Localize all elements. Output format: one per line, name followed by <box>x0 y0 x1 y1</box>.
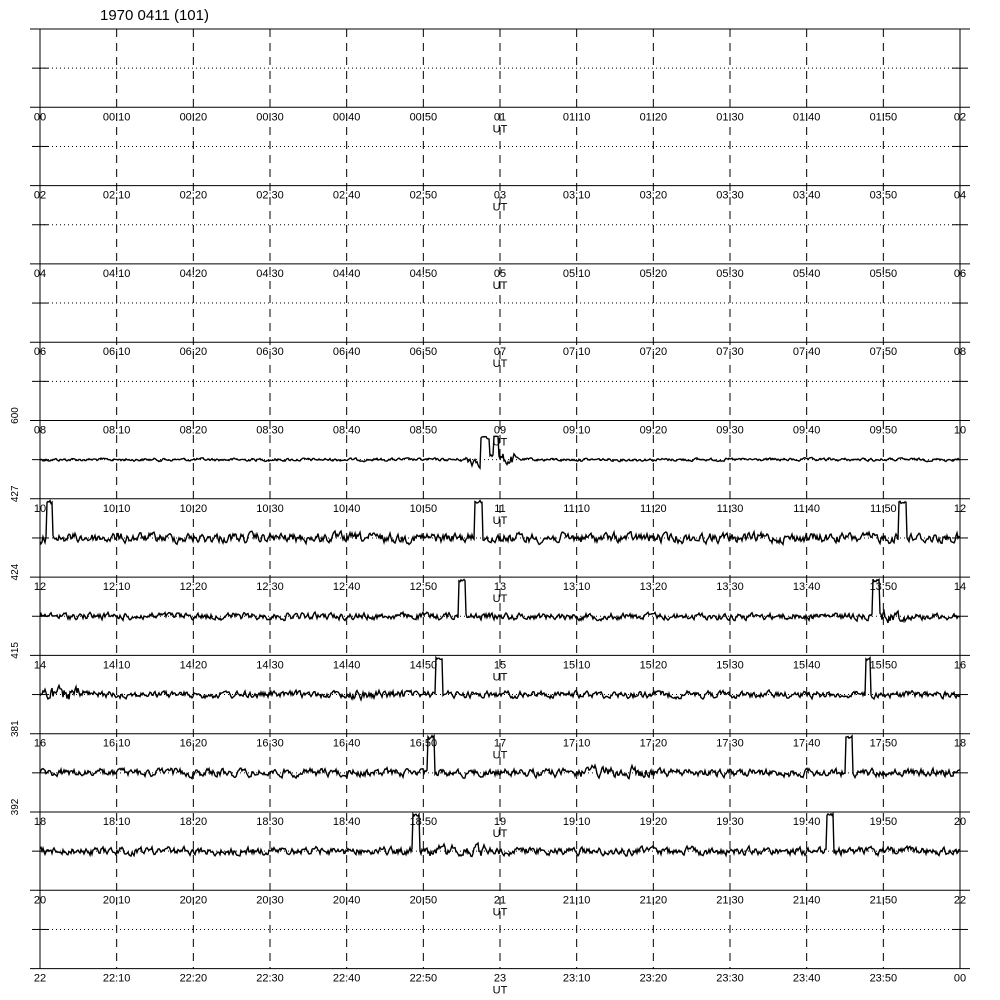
time-label-start: 12 <box>33 581 47 594</box>
time-label-minute: 19:10 <box>562 816 591 828</box>
time-label-minute: 22:40 <box>332 972 361 985</box>
time-label-minute: 19:20 <box>639 816 668 828</box>
time-label-minute: 08:30 <box>256 424 284 437</box>
time-label-start: 06 <box>33 346 47 359</box>
time-label-minute: 09:30 <box>716 424 744 437</box>
time-label-minute: 15:20 <box>639 659 668 672</box>
time-label-minute: 00:10 <box>102 111 131 124</box>
time-label-hour: 15 <box>493 659 507 672</box>
time-label-minute: 13:50 <box>869 581 898 594</box>
time-label-minute: 01:30 <box>716 111 744 124</box>
ut-label: UT <box>492 201 508 214</box>
time-label-start: 20 <box>33 894 47 907</box>
time-label-hour: 19 <box>493 816 507 828</box>
scale-label: 415 <box>10 642 21 659</box>
time-label-minute: 21:30 <box>716 894 744 907</box>
time-label-minute: 15:30 <box>716 659 744 672</box>
time-label-start: 18 <box>33 816 47 828</box>
time-label-end: 02 <box>953 111 967 124</box>
time-label-minute: 21:20 <box>639 894 668 907</box>
time-label-minute: 05:50 <box>869 267 898 280</box>
time-label-minute: 19:30 <box>716 816 744 828</box>
chart-title: 1970 0411 (101) <box>100 7 209 24</box>
time-label-hour: 07 <box>493 346 507 359</box>
time-label-minute: 14:40 <box>332 659 361 672</box>
time-label-minute: 15:10 <box>562 659 591 672</box>
time-label-minute: 04:30 <box>256 267 284 280</box>
time-label-minute: 05:40 <box>792 267 821 280</box>
time-label-minute: 16:50 <box>409 737 438 750</box>
time-label-minute: 04:10 <box>102 267 131 280</box>
time-label-end: 06 <box>953 267 967 280</box>
time-label-minute: 01:10 <box>562 111 591 124</box>
time-label-minute: 03:50 <box>869 189 898 202</box>
time-label-minute: 02:50 <box>409 189 438 202</box>
time-label-minute: 12:50 <box>409 581 438 594</box>
time-label-minute: 18:50 <box>409 816 438 828</box>
time-label-end: 10 <box>953 424 967 437</box>
time-label-minute: 02:30 <box>256 189 284 202</box>
time-label-minute: 23:50 <box>869 972 898 985</box>
time-label-minute: 20:10 <box>102 894 131 907</box>
time-label-minute: 12:40 <box>332 581 361 594</box>
time-label-minute: 03:10 <box>562 189 591 202</box>
time-label-end: 22 <box>953 894 967 907</box>
time-label-minute: 22:10 <box>102 972 131 985</box>
ut-label: UT <box>492 123 508 136</box>
time-label-minute: 17:20 <box>639 737 668 750</box>
time-label-minute: 18:10 <box>102 816 131 828</box>
time-label-hour: 17 <box>493 737 507 750</box>
ut-label: UT <box>492 358 508 371</box>
time-label-minute: 13:30 <box>716 581 744 594</box>
time-label-minute: 12:30 <box>256 581 284 594</box>
ut-label: UT <box>492 749 508 762</box>
time-label-start: 00 <box>33 111 47 124</box>
time-label-minute: 09:20 <box>639 424 668 437</box>
time-label-minute: 20:50 <box>409 894 438 907</box>
time-label-minute: 05:20 <box>639 267 668 280</box>
time-label-minute: 13:20 <box>639 581 668 594</box>
time-label-end: 20 <box>953 816 967 828</box>
time-label-minute: 13:40 <box>792 581 821 594</box>
time-label-hour: 05 <box>493 267 507 280</box>
time-label-minute: 11:50 <box>869 502 897 515</box>
time-label-minute: 23:40 <box>792 972 821 985</box>
time-label-end: 08 <box>953 346 967 359</box>
time-label-minute: 06:50 <box>409 346 438 359</box>
time-label-end: 16 <box>953 659 967 672</box>
ut-label: UT <box>492 828 508 840</box>
time-label-minute: 08:40 <box>332 424 361 437</box>
time-label-minute: 02:10 <box>102 189 131 202</box>
time-label-minute: 11:20 <box>639 502 667 515</box>
time-label-minute: 06:10 <box>102 346 131 359</box>
scale-label: 427 <box>10 485 21 503</box>
time-label-minute: 01:20 <box>639 111 668 124</box>
time-label-minute: 10:40 <box>332 502 361 515</box>
time-label-minute: 14:50 <box>409 659 438 672</box>
time-label-minute: 19:40 <box>792 816 821 828</box>
time-label-minute: 14:10 <box>102 659 131 672</box>
time-label-minute: 00:40 <box>332 111 361 124</box>
time-label-minute: 17:30 <box>716 737 744 750</box>
time-label-minute: 05:30 <box>716 267 744 280</box>
time-label-minute: 06:30 <box>256 346 284 359</box>
time-label-minute: 11:30 <box>716 502 744 515</box>
time-label-minute: 16:10 <box>102 737 131 750</box>
time-label-minute: 13:10 <box>562 581 591 594</box>
time-label-minute: 01:50 <box>869 111 898 124</box>
time-label-minute: 20:20 <box>179 894 208 907</box>
time-label-minute: 07:10 <box>562 346 591 359</box>
time-label-minute: 19:50 <box>869 816 898 828</box>
time-label-minute: 12:20 <box>179 581 208 594</box>
time-label-minute: 23:20 <box>639 972 668 985</box>
time-label-hour: 21 <box>493 894 507 907</box>
tick-labels <box>10 111 966 996</box>
scale-label: 600 <box>10 407 21 424</box>
time-label-minute: 02:20 <box>179 189 208 202</box>
time-label-minute: 17:40 <box>792 737 821 750</box>
time-label-hour: 13 <box>493 581 507 594</box>
ut-label: UT <box>492 906 508 919</box>
time-label-start: 02 <box>33 189 47 202</box>
ut-label: UT <box>492 984 508 997</box>
time-label-minute: 09:10 <box>562 424 591 437</box>
scale-label: 381 <box>10 720 21 738</box>
time-label-minute: 00:20 <box>179 111 208 124</box>
time-label-hour: 11 <box>494 502 506 515</box>
ut-label: UT <box>492 514 508 527</box>
time-label-minute: 00:50 <box>409 111 438 124</box>
time-label-minute: 09:40 <box>792 424 821 437</box>
time-label-start: 04 <box>33 267 47 280</box>
ut-label: UT <box>492 671 508 684</box>
time-label-minute: 07:50 <box>869 346 898 359</box>
time-label-end: 12 <box>953 502 967 515</box>
time-label-minute: 10:20 <box>179 502 208 515</box>
time-label-minute: 16:40 <box>332 737 361 750</box>
time-label-hour: 03 <box>493 189 507 202</box>
time-label-minute: 11:10 <box>563 502 591 515</box>
time-label-minute: 17:10 <box>562 737 591 750</box>
time-label-minute: 00:30 <box>256 111 284 124</box>
scale-label: 392 <box>10 798 21 816</box>
ut-label: UT <box>492 593 508 606</box>
time-label-minute: 22:30 <box>256 972 284 985</box>
time-label-minute: 08:50 <box>409 424 438 437</box>
time-label-minute: 16:30 <box>256 737 284 750</box>
time-label-minute: 03:20 <box>639 189 668 202</box>
time-label-minute: 21:10 <box>562 894 591 907</box>
time-label-minute: 10:10 <box>102 502 131 515</box>
time-label-minute: 18:40 <box>332 816 361 828</box>
time-label-minute: 04:40 <box>332 267 361 280</box>
time-label-minute: 14:30 <box>256 659 284 672</box>
time-label-minute: 01:40 <box>792 111 821 124</box>
time-label-minute: 10:30 <box>256 502 284 515</box>
time-label-minute: 03:30 <box>716 189 744 202</box>
time-label-start: 22 <box>33 972 47 985</box>
time-label-minute: 03:40 <box>792 189 821 202</box>
time-label-minute: 23:30 <box>716 972 744 985</box>
time-label-minute: 18:30 <box>256 816 284 828</box>
time-label-minute: 09:50 <box>869 424 898 437</box>
time-label-end: 04 <box>953 189 967 202</box>
time-label-minute: 20:40 <box>332 894 361 907</box>
time-label-minute: 05:10 <box>562 267 591 280</box>
time-label-minute: 22:50 <box>409 972 438 985</box>
time-label-minute: 18:20 <box>179 816 208 828</box>
time-label-minute: 20:30 <box>256 894 284 907</box>
time-label-end: 18 <box>953 737 967 750</box>
time-label-hour: 09 <box>493 424 507 437</box>
time-label-minute: 02:40 <box>332 189 361 202</box>
time-label-end: 00 <box>953 972 967 985</box>
time-label-minute: 04:50 <box>409 267 438 280</box>
ut-label: UT <box>492 436 508 449</box>
time-label-minute: 04:20 <box>179 267 208 280</box>
time-label-minute: 08:10 <box>102 424 131 437</box>
time-label-start: 10 <box>33 502 47 515</box>
time-label-minute: 06:20 <box>179 346 208 359</box>
time-label-minute: 16:20 <box>179 737 208 750</box>
time-label-minute: 21:40 <box>792 894 821 907</box>
time-label-minute: 08:20 <box>179 424 208 437</box>
time-label-minute: 06:40 <box>332 346 361 359</box>
scale-label: 424 <box>10 563 21 581</box>
time-label-minute: 12:10 <box>102 581 131 594</box>
time-label-start: 14 <box>33 659 47 672</box>
time-label-minute: 17:50 <box>869 737 898 750</box>
time-label-minute: 07:30 <box>716 346 744 359</box>
time-label-hour: 23 <box>493 972 507 985</box>
time-label-minute: 21:50 <box>869 894 898 907</box>
time-label-start: 08 <box>33 424 47 437</box>
time-label-minute: 23:10 <box>562 972 591 985</box>
time-label-minute: 15:40 <box>792 659 821 672</box>
time-label-hour: 01 <box>493 111 507 124</box>
time-label-minute: 15:50 <box>869 659 898 672</box>
time-label-start: 16 <box>33 737 47 750</box>
time-label-minute: 11:40 <box>793 502 821 515</box>
ut-label: UT <box>492 279 508 292</box>
time-label-minute: 10:50 <box>409 502 438 515</box>
time-label-minute: 07:40 <box>792 346 821 359</box>
time-label-minute: 14:20 <box>179 659 208 672</box>
time-label-minute: 22:20 <box>179 972 208 985</box>
time-label-end: 14 <box>953 581 967 594</box>
time-label-minute: 07:20 <box>639 346 668 359</box>
